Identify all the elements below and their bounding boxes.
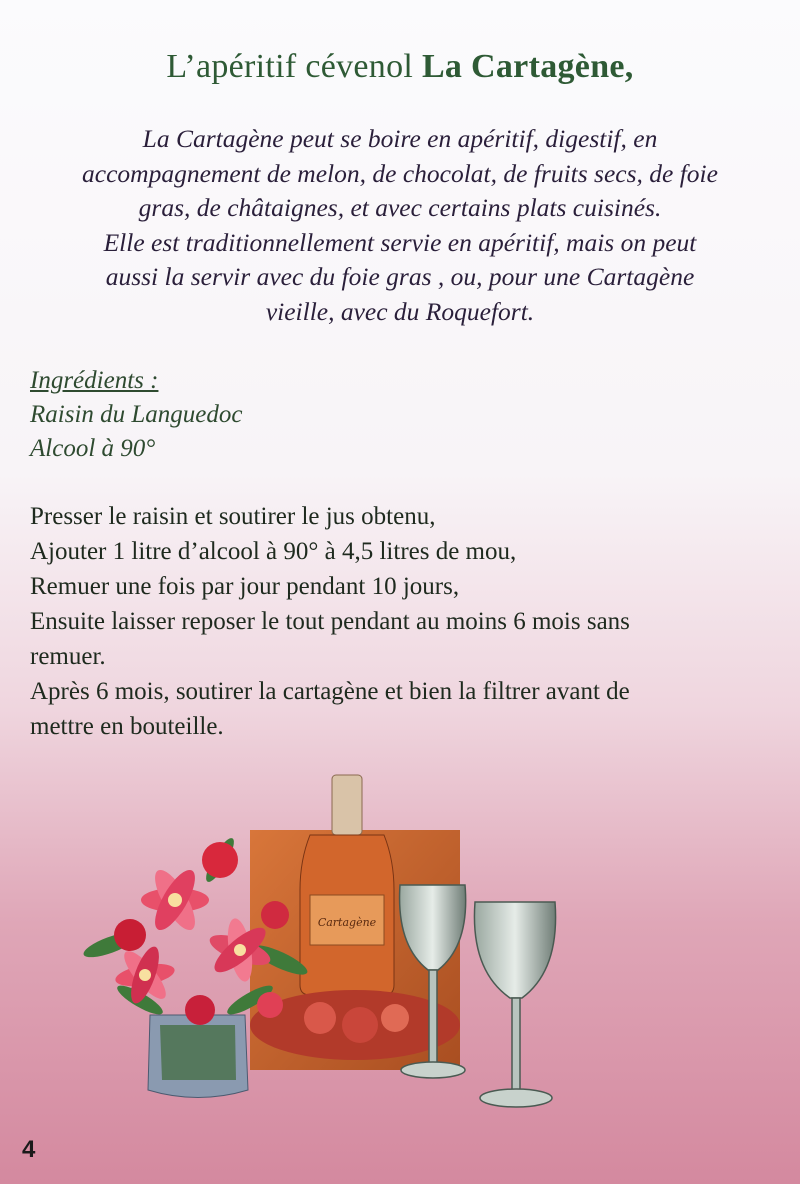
intro-paragraph [20,122,780,329]
instructions [30,499,790,744]
intro-line: gras, de châtaignes, et avec certains plats cuisinés. [138,193,662,222]
ingredients-heading: Ingrédients : [30,367,159,394]
instruction-line: Après 6 mois, soutirer la cartagène et bien la filtrer avant de [30,678,630,705]
page-title [0,48,800,86]
still-life-image [70,770,590,1120]
intro-line: vieille, avec du Roquefort. [265,296,535,326]
title-bold: La Cartagène, [421,48,634,85]
intro-line: Elle est traditionnellement servie en apéritif, mais on peut [103,227,697,257]
ingredient-item: Alcool à 90° [30,435,156,462]
intro-line: aussi la servir avec du foie gras , ou, pour une Cartagène [105,262,695,291]
instruction-line: Ajouter 1 litre d’alcool à 90° à 4,5 litres de mou, [30,538,517,565]
ingredient-item: Raisin du Languedoc [30,401,243,428]
instruction-line: remuer. [30,643,106,670]
instruction-line: mettre en bouteille. [30,713,224,740]
illustration [70,770,590,1125]
instruction-line: Ensuite laisser reposer le tout pendant au moins 6 mois sans [30,608,630,635]
title-normal: L’apéritif cévenol [166,48,422,85]
intro-line: accompagnement de melon, de chocolat, de fruits secs, de foie [82,158,718,188]
intro-line: La Cartagène peut se boire en apéritif, digestif, en [142,124,658,153]
bottle-label: Cartagène [317,916,377,929]
page-number: 4 [22,1136,36,1163]
ingredients-section [30,364,430,466]
instruction-line: Remuer une fois par jour pendant 10 jours, [30,573,460,600]
instruction-line: Presser le raisin et soutirer le jus obtenu, [30,503,436,530]
bottle [300,775,394,995]
